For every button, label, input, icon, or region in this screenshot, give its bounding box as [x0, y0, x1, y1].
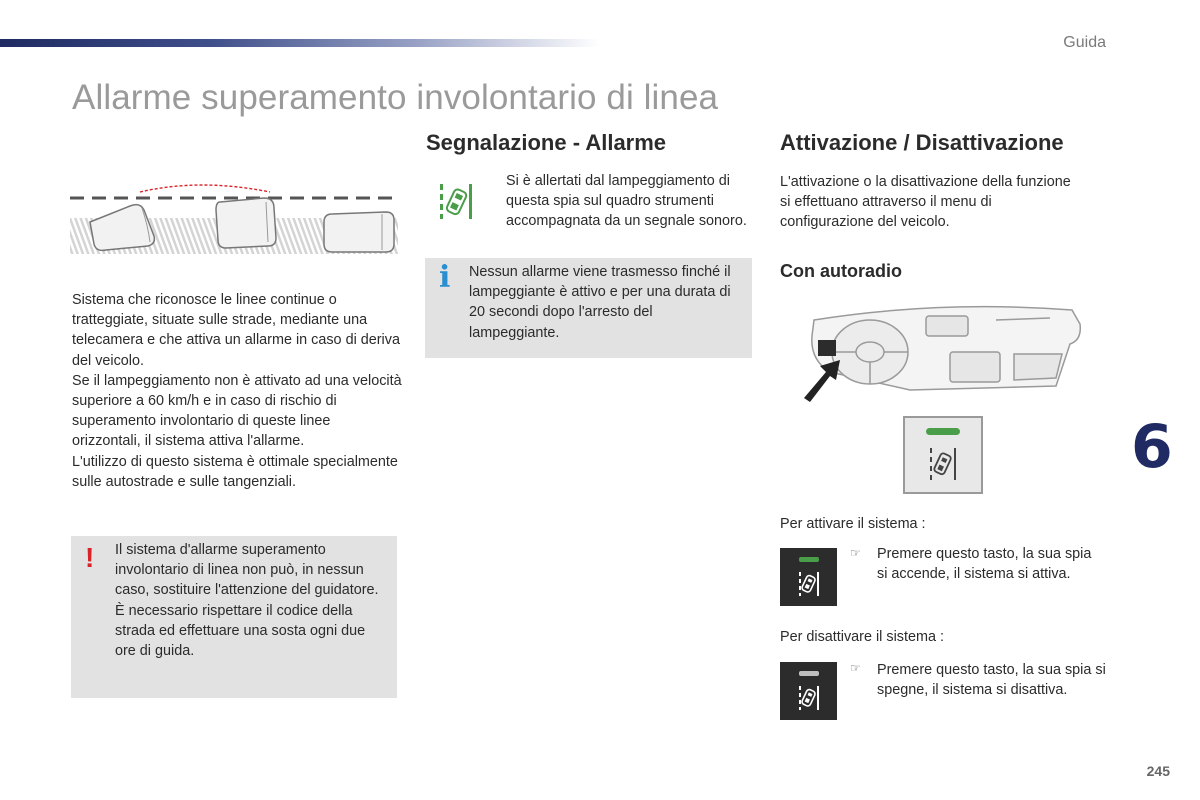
- intro-paragraph: L'utilizzo di questo sistema è ottimale specialmente sulle autostrade e sulle tangenziali.: [72, 453, 398, 490]
- info-icon: i: [439, 260, 451, 295]
- alert-text: Si è allertati dal lampeggiamento di questa spia sul quadro strumenti accompagnata da un segnale sonoro.: [506, 173, 747, 230]
- pointing-hand-icon: ☞: [850, 546, 861, 560]
- page-title: Allarme superamento involontario di linea: [72, 78, 719, 117]
- lane-drift-illustration: [70, 178, 398, 256]
- alert-heading: Segnalazione - Allarme: [426, 130, 667, 155]
- header-gradient-bar: [0, 39, 600, 47]
- lane-departure-icon: [438, 182, 474, 220]
- activation-intro: L'attivazione o la disattivazione della funzione si effettuano attraverso il menu di configurazione del veicolo.: [780, 174, 1071, 231]
- activate-step-text: Premere questo tasto, la sua spia si accende, il sistema si attiva.: [877, 546, 1092, 583]
- activate-label: Per attivare il sistema :: [780, 516, 926, 532]
- activation-heading: Attivazione / Disattivazione: [780, 130, 1064, 155]
- info-box: [425, 258, 752, 358]
- pointing-hand-icon: ☞: [850, 661, 861, 675]
- lane-button-illustration: [903, 416, 983, 494]
- section-label: Guida: [1063, 34, 1106, 51]
- intro-text: [72, 290, 402, 492]
- warning-exclamation-icon: !: [85, 542, 95, 573]
- warning-text: [115, 540, 387, 661]
- deactivate-step-text: Premere questo tasto, la sua spia si spegne, il sistema si disattiva.: [877, 662, 1106, 699]
- autoradio-subheading: Con autoradio: [780, 261, 902, 281]
- intro-paragraph: Sistema che riconosce le linee continue o tratteggiate, situate sulle strade, mediante una telecamera e che attiva un allarme in caso di deriva del veicolo.: [72, 292, 400, 369]
- intro-paragraph: Se il lampeggiamento non è attivato ad una velocità superiore a 60 km/h e in caso di rischio di superamento involontario di queste linee orizzontali, il sistema attiva l'allarme.: [72, 372, 402, 450]
- warning-box: [71, 536, 397, 698]
- warning-paragraph: È necessario rispettare il codice della strada ed effettuare una sosta ogni due ore di guida.: [115, 602, 366, 660]
- dashboard-illustration: [800, 300, 1082, 402]
- chapter-number: 6: [1131, 412, 1173, 482]
- warning-paragraph: Il sistema d'allarme superamento involontario di linea non può, in nessun caso, sostituire l'attenzione del guidatore.: [115, 542, 379, 599]
- page-number: 245: [1146, 763, 1170, 779]
- info-text: Nessun allarme viene trasmesso finché il lampeggiante è attivo e per una durata di 20 secondi dopo l'arresto del lampeggiante.: [469, 264, 731, 341]
- deactivate-button-illustration: [780, 662, 837, 720]
- activate-button-illustration: [780, 548, 837, 606]
- deactivate-label: Per disattivare il sistema :: [780, 629, 944, 645]
